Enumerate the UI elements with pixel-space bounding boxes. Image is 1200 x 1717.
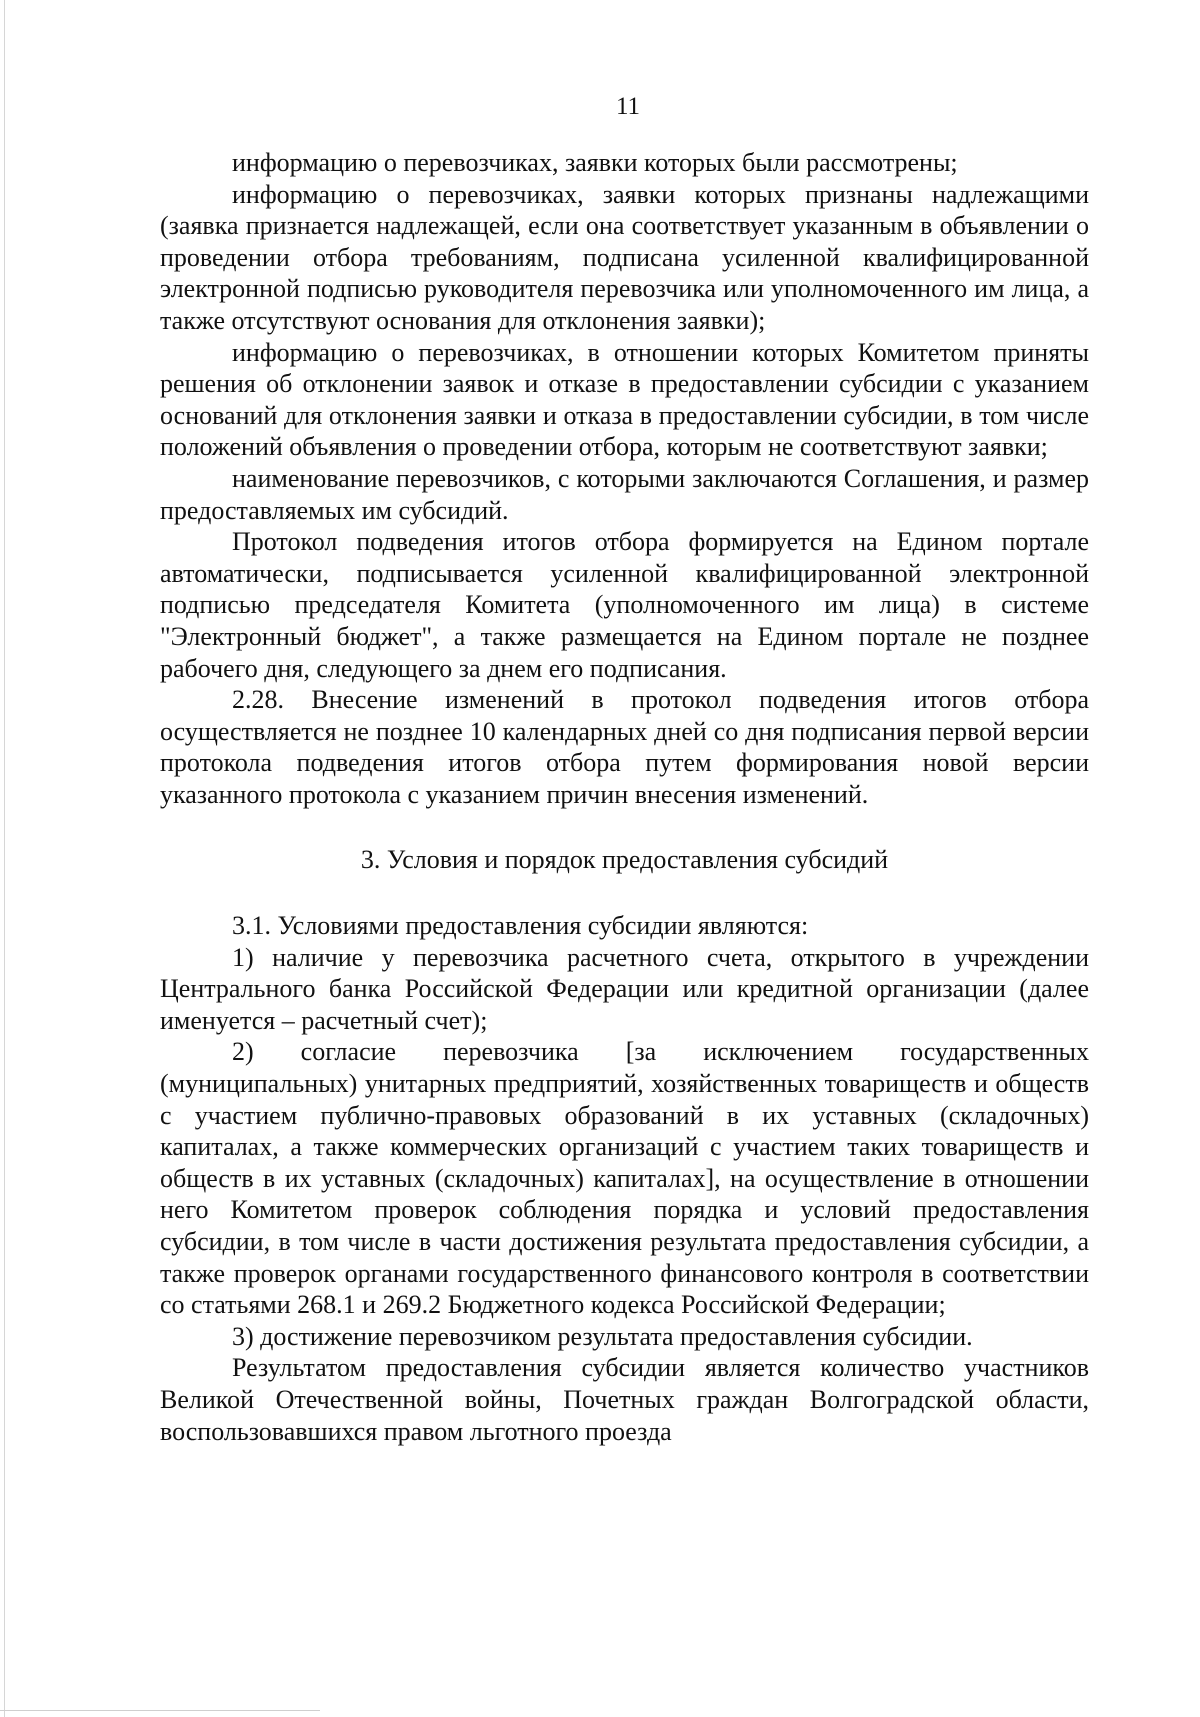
paragraph: 2.28. Внесение изменений в протокол подведения итогов отбора осуществляется не позднее 10 календарных дней со дня подписания первой версии протокола подведения итогов отбора путем формирования новой версии указанного протокола с указанием причин внесения изменений. [160, 685, 1089, 809]
section-heading: 3. Условия и порядок предоставления субсидий [360, 845, 889, 875]
paragraph: Результатом предоставления субсидии является количество участников Великой Отечественной войны, Почетных граждан Волгоградской области, воспользовавшихся правом льготного проезда [160, 1353, 1089, 1446]
paragraph: 1) наличие у перевозчика расчетного счета, открытого в учреждении Центрального банка Российской Федерации или кредитной организации (далее именуется – расчетный счет); [160, 942, 1089, 1035]
scan-bottom-line [0, 1710, 320, 1711]
paragraph: 3.1. Условиями предоставления субсидии являются: [232, 911, 809, 941]
paragraph: информацию о перевозчиках, в отношении которых Комитетом приняты решения об отклонении заявок и отказе в предоставлении субсидии с указанием оснований для отклонения заявки и отказа в предоставлении субсидии, в том числе положений объявления о проведении отбора, которым не соответствуют заявки; [160, 337, 1089, 462]
paragraph: 2) согласие перевозчика [за исключением государственных (муниципальных) унитарных предприятий, хозяйственных товариществ и обществ с участием публично-правовых образований в их уставных (складочных) капиталах, а также коммерческих организаций с участием таких товариществ и обществ в их уставных (складочных) капиталах], на осуществление в отношении него Комитетом проверок соблюдения порядка и условий предоставления субсидии, в том числе в части достижения результата предоставления субсидии, а также проверок органами государственного финансового контроля в соответствии со статьями 268.1 и 269.2 Бюджетного кодекса Российской Федерации; [160, 1037, 1089, 1320]
document-body [160, 147, 1089, 1447]
paragraph: 3) достижение перевозчиком результата предоставления субсидии. [232, 1321, 973, 1351]
paragraph: информацию о перевозчиках, заявки которых были рассмотрены; [232, 148, 958, 177]
paragraph: Протокол подведения итогов отбора формируется на Едином портале автоматически, подписывается усиленной квалифицированной электронной подписью председателя Комитета (уполномоченного им лица) в системе "Электронный бюджет", а также размещается на Едином портале не позднее рабочего дня, следующего за днем его подписания. [160, 527, 1089, 683]
scan-edge-line [4, 0, 5, 1717]
paragraph: информацию о перевозчиках, заявки которых признаны надлежащими (заявка признается надлежащей, если она соответствует указанным в объявлении о проведении отбора требованиям, подписана усиленной квалифицированной электронной подписью руководителя перевозчика или уполномоченного им лица, а также отсутствуют основания для отклонения заявки); [160, 179, 1089, 335]
page-number: 11 [615, 93, 641, 120]
paragraph: наименование перевозчиков, с которыми заключаются Соглашения, и размер предоставляемых им субсидий. [160, 463, 1089, 525]
